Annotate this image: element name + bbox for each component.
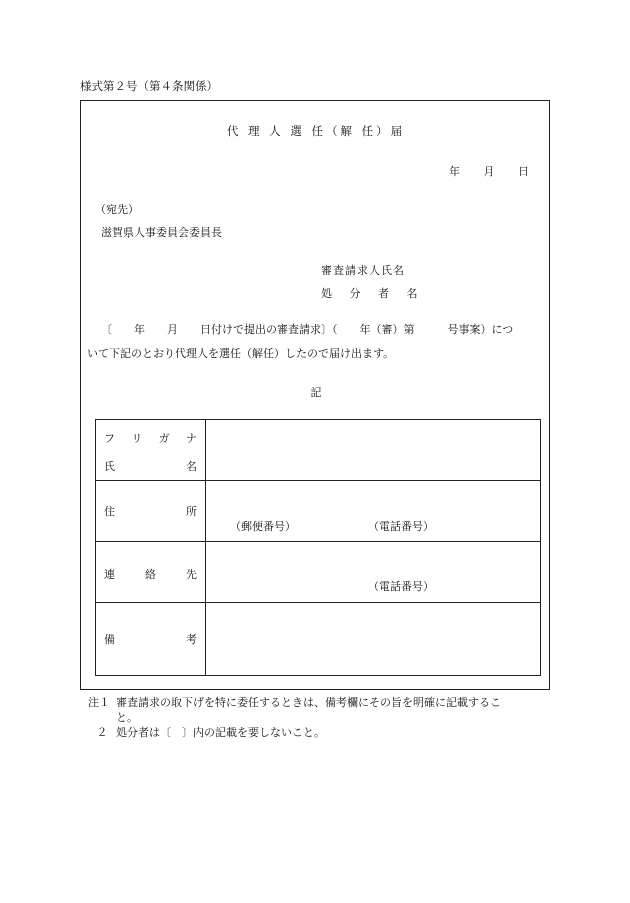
remarks-value-cell[interactable]	[206, 603, 541, 676]
contact-value-cell[interactable]	[206, 542, 541, 603]
note-1-continued: と。	[116, 711, 138, 724]
recipient-label: （宛先）	[95, 203, 139, 216]
requester-name-label: 審査請求人氏名	[321, 264, 405, 277]
contact-phone-label: （電話番号）	[368, 580, 434, 593]
date-day: 日	[518, 165, 529, 178]
address-label-cell	[96, 481, 206, 542]
name-label: 氏 名	[104, 460, 197, 473]
table-row-contact	[96, 542, 541, 603]
notes	[88, 695, 558, 740]
record-label: 記	[310, 386, 322, 399]
note-2: ２ 処分者は〔 〕内の記載を要しないこと。	[96, 726, 325, 739]
date-month: 月	[483, 165, 495, 178]
form-frame	[80, 100, 550, 690]
furigana-label: フ リ ガ ナ	[104, 432, 197, 445]
remarks-label: 備 考	[104, 633, 197, 646]
date-line	[449, 163, 529, 179]
form-title: 代 理 人 選 任（解 任）届	[226, 124, 406, 138]
address-value-cell[interactable]	[206, 481, 541, 542]
postal-code-label: （郵便番号）	[230, 520, 296, 533]
form-number: 様式第２号（第４条関係）	[80, 79, 218, 93]
name-value-cell[interactable]	[206, 420, 541, 481]
table-row-name	[96, 420, 541, 481]
agent-info-table	[95, 419, 541, 676]
address-phone-label: （電話番号）	[368, 520, 434, 533]
note-1: 注１ 審査請求の取下げを特に委任するときは、備考欄にその旨を明確に記載するこ	[88, 696, 501, 709]
name-label-cell	[96, 420, 206, 481]
remarks-label-cell	[96, 603, 206, 676]
address-label: 住 所	[104, 505, 197, 518]
contact-label-cell	[96, 542, 206, 603]
contact-label: 連 絡 先	[104, 568, 197, 581]
table-row-address	[96, 481, 541, 542]
disposer-name-label: 処 分 者 名	[321, 287, 425, 300]
body-text-line1: 〔 年 月 日付けで提出の審査請求〕（ 年（審）第 号事案）につ	[101, 323, 514, 336]
recipient-name: 滋賀県人事委員会委員長	[101, 226, 222, 239]
date-year: 年	[449, 165, 460, 178]
body-text-line2: いて下記のとおり代理人を選任（解任）したので届け出ます。	[87, 347, 395, 360]
table-row-remarks	[96, 603, 541, 676]
